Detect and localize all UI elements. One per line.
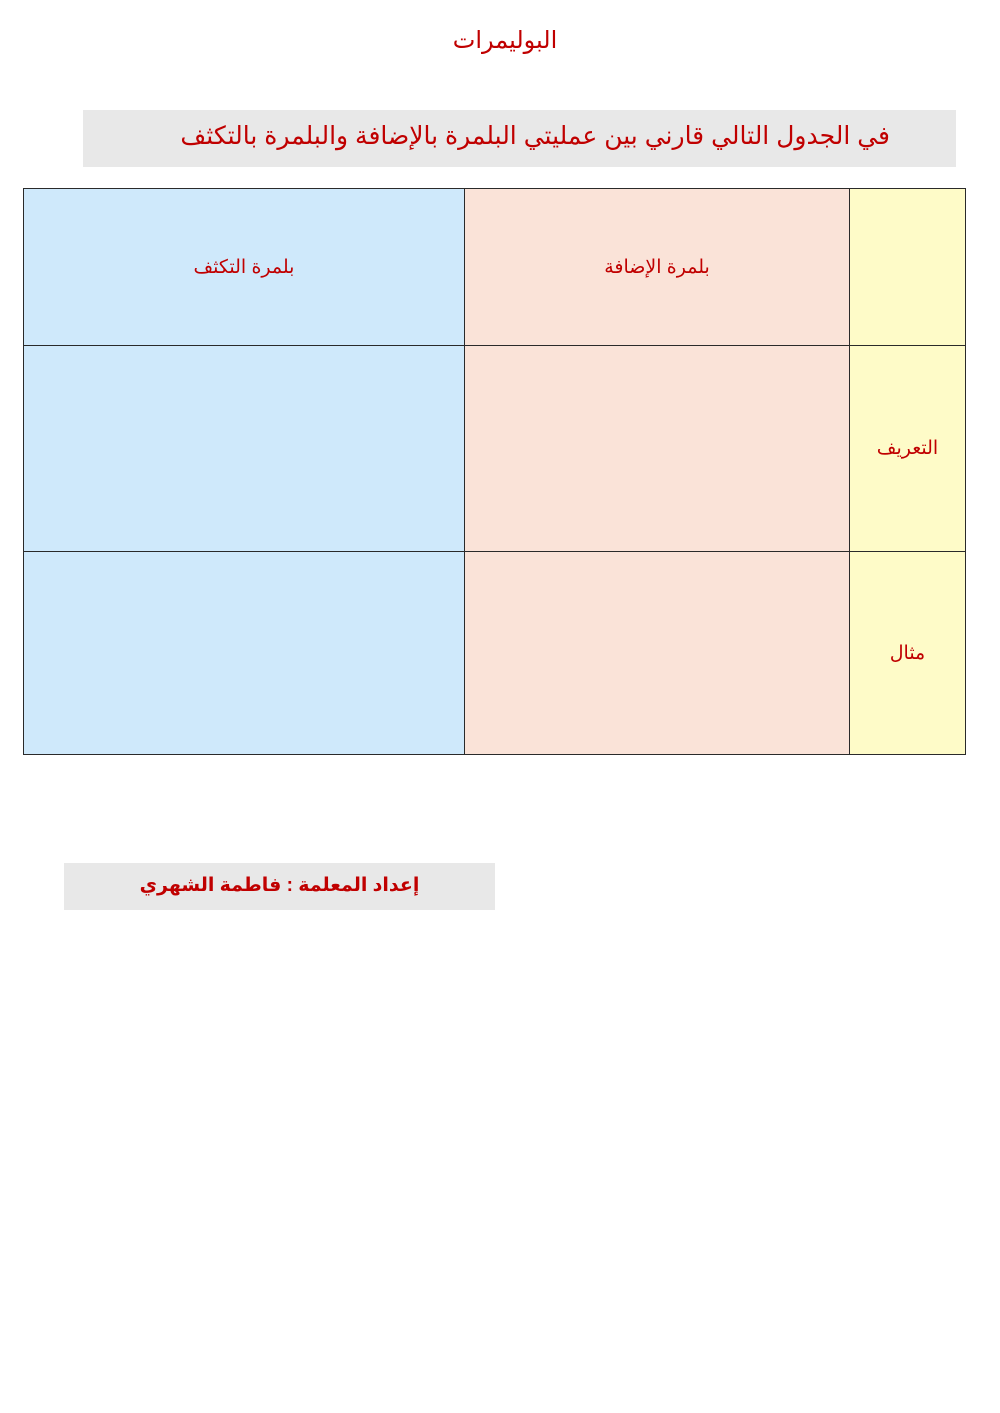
header-condensation-polymerization: بلمرة التكثف bbox=[24, 189, 465, 346]
instruction-text: في الجدول التالي قارني بين عمليتي البلمرة بالإضافة والبلمرة بالتكثف bbox=[180, 122, 890, 150]
row-label-example: مثال bbox=[850, 552, 966, 755]
author-credit: إعداد المعلمة : فاطمة الشهري bbox=[139, 875, 420, 896]
comparison-table bbox=[23, 188, 966, 755]
page-title: البوليمرات bbox=[452, 27, 558, 54]
header-addition-polymerization: بلمرة الإضافة bbox=[465, 189, 850, 346]
table-header-row bbox=[24, 189, 966, 346]
table-row-example bbox=[24, 552, 966, 755]
row-label-definition: التعريف bbox=[850, 346, 966, 552]
definition-addition-answer-cell[interactable] bbox=[465, 346, 850, 552]
definition-condensation-answer-cell[interactable] bbox=[24, 346, 465, 552]
instruction-box bbox=[83, 110, 956, 167]
table-row-definition bbox=[24, 346, 966, 552]
example-addition-answer-cell[interactable] bbox=[465, 552, 850, 755]
corner-cell bbox=[850, 189, 966, 346]
example-condensation-answer-cell[interactable] bbox=[24, 552, 465, 755]
author-box bbox=[64, 863, 495, 910]
